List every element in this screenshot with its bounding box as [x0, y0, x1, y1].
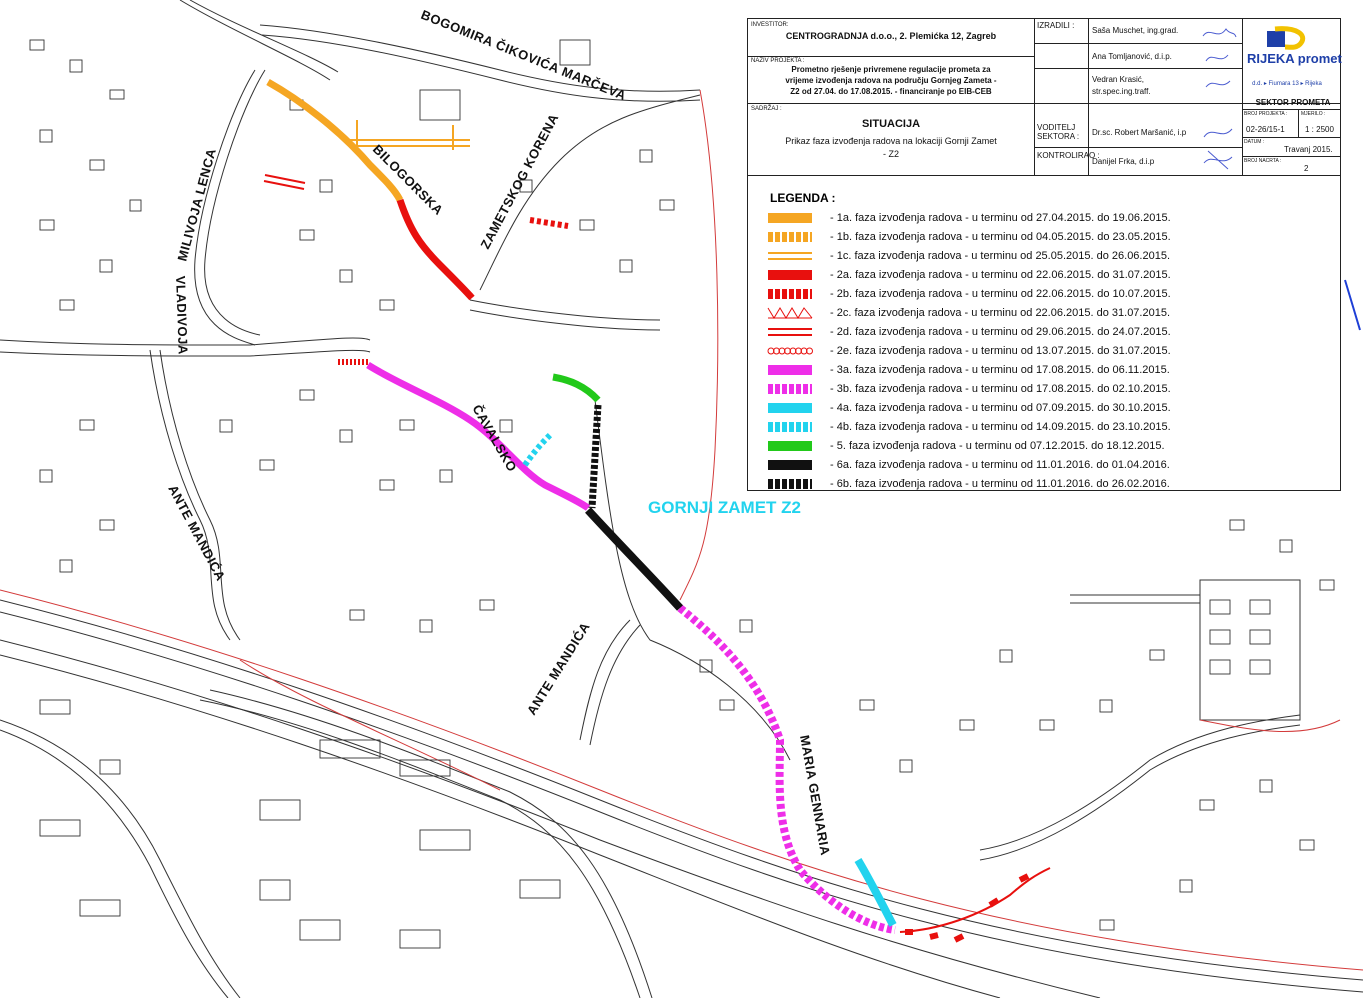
street-label: ANTE MANDIĆA — [165, 482, 229, 584]
legend-swatch — [768, 458, 812, 472]
izradili-1: Saša Muschet, ing.grad. — [1092, 26, 1179, 35]
naziv-cell — [751, 58, 1031, 97]
legend-item — [768, 304, 1170, 321]
naziv-label: NAZIV PROJEKTA : — [751, 58, 805, 64]
situacija-title: SITUACIJA — [861, 118, 921, 130]
investitor-label: INVESTITOR: — [751, 22, 789, 28]
signatures — [1198, 21, 1238, 171]
legend-text: - 4a. faza izvođenja radova - u terminu od 07.09.2015. do 30.10.2015. — [830, 401, 1171, 414]
legend-swatch — [768, 211, 812, 225]
street-label: BILOGORSKA — [369, 141, 447, 218]
legend-item — [768, 456, 1170, 473]
sadrzaj-label: SADRŽAJ : — [751, 106, 782, 112]
kontrolirao-value: Danijel Frka, d.i.p — [1092, 157, 1155, 166]
sadrzaj-cell — [751, 106, 1031, 159]
datum-value: Travanj 2015. — [1284, 145, 1333, 154]
legend-swatch — [768, 439, 812, 453]
legend-swatch — [768, 344, 812, 358]
street-label: ČAVALSKO — [469, 402, 520, 475]
legend-item — [768, 209, 1171, 226]
legend-text: - 2a. faza izvođenja radova - u terminu od 22.06.2015. do 31.07.2015. — [830, 268, 1171, 281]
legend-text: - 1a. faza izvođenja radova - u terminu od 27.04.2015. do 19.06.2015. — [830, 211, 1171, 224]
legend-item — [768, 323, 1171, 340]
logo-sub: d.d. ▸ Fiumara 13 ▸ Rijeka — [1252, 81, 1322, 87]
legend-swatch — [768, 363, 812, 377]
legend-text: - 3b. faza izvođenja radova - u terminu od 17.08.2015. do 02.10.2015. — [830, 382, 1171, 395]
voditelj-value: Dr.sc. Robert Maršanić, i.p — [1092, 128, 1187, 137]
street-label: VLADIVOJA — [173, 275, 191, 355]
legend-swatch — [768, 230, 812, 244]
legend-text: - 5. faza izvođenja radova - u terminu od 07.12.2015. do 18.12.2015. — [830, 439, 1165, 452]
street-labels — [165, 7, 833, 857]
broj-projekta-label: BROJ PROJEKTA : — [1244, 111, 1288, 117]
street-label: BOGOMIRA ČIKOVIĆA MARČEVA — [418, 6, 629, 104]
legend-text: - 4b. faza izvođenja radova - u terminu od 14.09.2015. do 23.10.2015. — [830, 420, 1171, 433]
legend-text: - 1b. faza izvođenja radova - u terminu od 04.05.2015. do 23.05.2015. — [830, 230, 1171, 243]
legend-swatch — [768, 249, 812, 263]
legend-swatch — [768, 268, 812, 282]
legend-text: - 2b. faza izvođenja radova - u terminu od 22.06.2015. do 10.07.2015. — [830, 287, 1171, 300]
broj-nacrta-label: BROJ NACRTA : — [1244, 158, 1282, 164]
phase-4b-route — [525, 435, 550, 465]
legend-text: - 2d. faza izvođenja radova - u terminu od 29.06.2015. do 24.07.2015. — [830, 325, 1171, 338]
prikaz-line2: - Z2 — [882, 149, 899, 159]
phase-5-route — [553, 377, 598, 400]
legend-item — [768, 399, 1171, 416]
mjerilo-value: 1 : 2500 — [1305, 125, 1334, 134]
rijeka-promet-logo — [1245, 25, 1342, 109]
izradili-3a: Vedran Krasić, — [1092, 75, 1145, 84]
legend-swatch — [768, 477, 812, 491]
legend-text: - 2e. faza izvođenja radova - u terminu od 13.07.2015. do 31.07.2015. — [830, 344, 1171, 357]
legend-item — [768, 437, 1165, 454]
logo-name: RIJEKA promet — [1247, 51, 1342, 66]
legend-item — [768, 380, 1171, 397]
sektor-label: SEKTOR PROMETA — [1255, 98, 1331, 107]
legend-swatch — [768, 287, 812, 301]
izradili-3b: str.spec.ing.traff. — [1092, 87, 1151, 96]
street-label: ANTE MANDIĆA — [523, 619, 593, 718]
legend-item — [768, 285, 1171, 302]
phase-2b-route — [530, 220, 568, 226]
legend-item — [768, 418, 1171, 435]
legend-swatch — [768, 382, 812, 396]
legend-item — [768, 361, 1170, 378]
legend-text: - 2c. faza izvođenja radova - u terminu od 22.06.2015. do 31.07.2015. — [830, 306, 1171, 319]
street-label: MARIA GENNARIA — [797, 733, 834, 857]
kontrolirao-label: KONTROLIRAO : — [1037, 151, 1100, 160]
legend-swatch — [768, 420, 812, 434]
investitor-cell — [751, 22, 1031, 41]
legend-item — [768, 342, 1171, 359]
legend-item — [768, 247, 1170, 264]
title-block — [747, 18, 1341, 491]
prikaz-line1: Prikaz faza izvođenja radova na lokaciji Gornji Zamet — [785, 136, 997, 146]
street-label: MILIVOJA LENCA — [174, 146, 220, 263]
datum-label: DATUM : — [1244, 139, 1265, 145]
phase-4a-route — [858, 860, 893, 925]
edge-line — [1345, 280, 1360, 330]
legend-text: - 6a. faza izvođenja radova - u terminu od 11.01.2016. do 01.04.2016. — [830, 458, 1170, 471]
legend-text: - 6b. faza izvođenja radova - u terminu od 11.01.2016. do 26.02.2016. — [830, 477, 1170, 490]
broj-nacrta-value: 2 — [1304, 164, 1309, 173]
mjerilo-label: MJERILO : — [1301, 111, 1326, 117]
izradili-label: IZRADILI : — [1037, 21, 1075, 30]
phase-3a-route — [368, 365, 588, 508]
legend-text: - 3a. faza izvođenja radova - u terminu od 17.08.2015. do 06.11.2015. — [830, 363, 1170, 376]
izradili-2: Ana Tomljanović, d.i.p. — [1092, 52, 1172, 61]
phase-6a-route — [588, 510, 680, 608]
legend-swatch — [768, 401, 812, 415]
legend-item — [768, 475, 1170, 492]
legend-item — [768, 266, 1171, 283]
legend-swatch — [768, 325, 812, 339]
legend-text: - 1c. faza izvođenja radova - u terminu od 25.05.2015. do 26.06.2015. — [830, 249, 1171, 262]
naziv-line3: Z2 od 27.04. do 17.08.2015. - financiranje po EIB-CEB — [790, 87, 992, 96]
phase-6b-route — [592, 405, 598, 508]
legend-swatch — [768, 306, 812, 320]
legend-item — [768, 228, 1171, 245]
naziv-line2: vrijeme izvođenja radova na području Gornjeg Zameta - — [785, 76, 997, 85]
investitor-value: CENTROGRADNJA d.o.o., 2. Plemićka 12, Zagreb — [785, 31, 997, 41]
street-label: ZAMETSKOG KORENA — [477, 111, 562, 252]
legend-title: LEGENDA : — [770, 191, 836, 205]
voditelj-label: VODITELJ SEKTORA : — [1037, 123, 1080, 141]
broj-projekta-value: 02-26/15-1 — [1246, 125, 1285, 134]
area-label: GORNJI ZAMET Z2 — [648, 498, 802, 517]
naziv-line1: Prometno rješenje privremene regulacije prometa za — [791, 65, 991, 74]
